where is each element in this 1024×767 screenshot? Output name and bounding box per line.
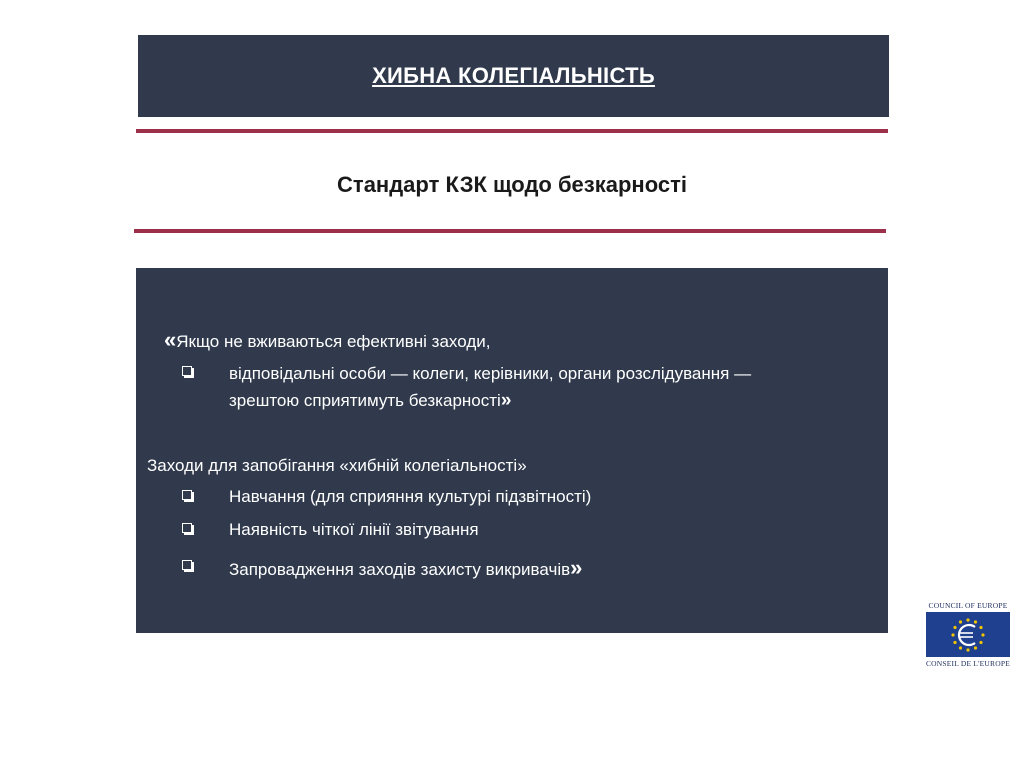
bottom-divider: [134, 229, 886, 233]
title-banner: [138, 35, 889, 117]
quote-intro-line: [164, 327, 490, 353]
measure-item: Наявність чіткої лінії звітування: [229, 520, 479, 539]
eu-stars-icon: [926, 612, 1010, 657]
measures-close-mark: »: [570, 555, 583, 580]
logo-top-text: COUNCIL OF EUROPE: [928, 601, 1008, 610]
checkbox-bullet-icon: [182, 523, 192, 533]
council-of-europe-logo: [922, 601, 1014, 669]
measure-item: Навчання (для сприяння культурі підзвітності): [229, 487, 592, 506]
measures-heading: Заходи для запобігання «хибній колегіальності»: [147, 456, 527, 475]
measure-item: Запровадження заходів захисту викривачів: [229, 560, 571, 579]
quote-open-mark: «: [164, 327, 177, 352]
quote-intro: Якщо не вживаються ефективні заходи,: [176, 332, 491, 351]
quote-item-line2: зрештою сприятимуть безкарності: [229, 391, 501, 410]
content-panel: [136, 268, 888, 633]
checkbox-bullet-icon: [182, 560, 192, 570]
quote-item-line1: відповідальні особи — колеги, керівники, органи розслідування —: [229, 364, 752, 383]
quote-item-line2-row: [229, 390, 511, 412]
measure-item-row: [229, 555, 582, 581]
logo-flag: [926, 612, 1010, 657]
logo-bottom-text: CONSEIL DE L'EUROPE: [925, 659, 1011, 668]
quote-close-mark: »: [500, 390, 512, 411]
checkbox-bullet-icon: [182, 366, 192, 376]
page-title: ХИБНА КОЛЕГІАЛЬНІСТЬ: [372, 63, 655, 88]
checkbox-bullet-icon: [182, 490, 192, 500]
top-divider: [136, 129, 888, 133]
slide-subtitle: Стандарт КЗК щодо безкарності: [337, 172, 687, 197]
